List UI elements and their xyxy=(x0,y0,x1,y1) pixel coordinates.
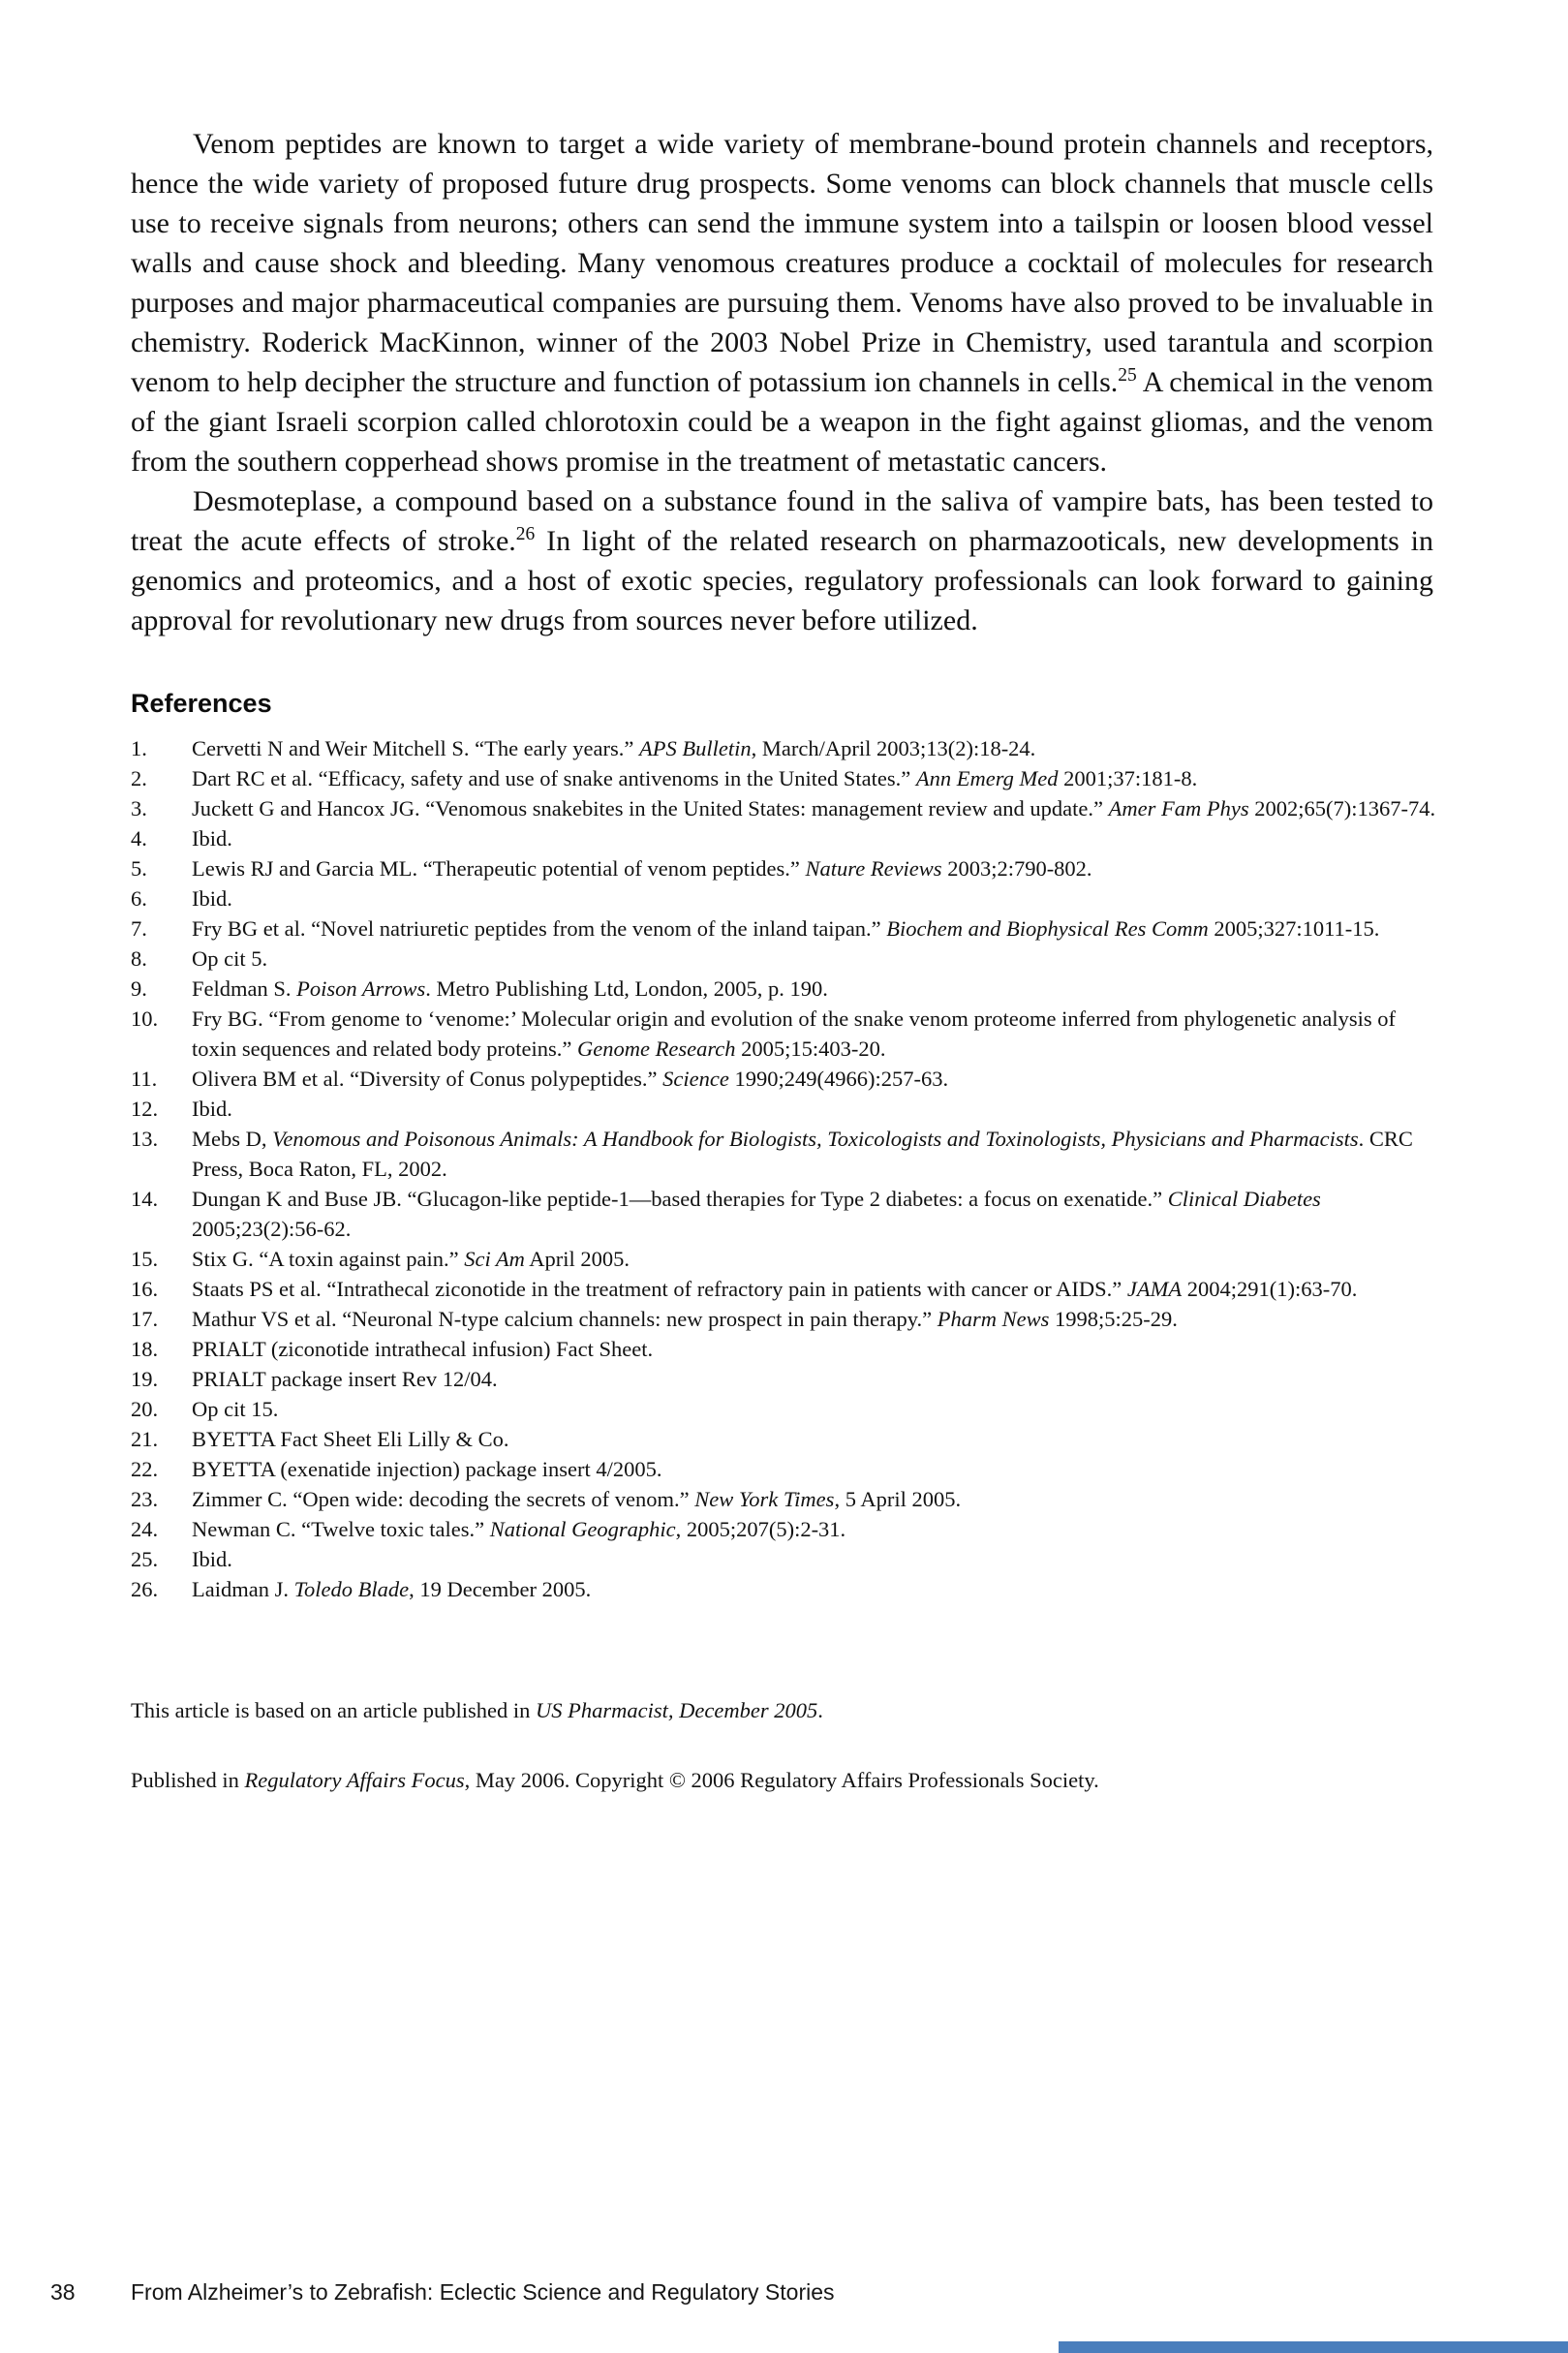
reference-number: 20. xyxy=(131,1397,159,1421)
reference-text xyxy=(192,736,1035,760)
text-run: 1990;249(4966):257-63. xyxy=(728,1067,949,1091)
text-run: PRIALT (ziconotide intrathecal infusion) Fact Sheet. xyxy=(192,1337,654,1361)
reference-text xyxy=(192,1397,278,1421)
reference-item xyxy=(131,763,1443,793)
text-run: 2003;2:790-802. xyxy=(941,856,1092,881)
reference-item xyxy=(131,913,1443,944)
text-run: Dart RC et al. “Efficacy, safety and use of snake antivenoms in the United States.” xyxy=(192,766,916,790)
text-run: Ibid. xyxy=(192,886,232,911)
text-run: , May 2006. Copyright © 2006 Regulatory Affairs Professionals Society. xyxy=(464,1768,1099,1792)
reference-number: 2. xyxy=(131,766,147,790)
reference-item xyxy=(131,1184,1443,1244)
reference-item xyxy=(131,1394,1443,1424)
text-run: Olivera BM et al. “Diversity of Conus polypeptides.” xyxy=(192,1067,663,1091)
text-run: In light of the related research on pharmazooticals, new developments in genomics and proteomics, and a host of exotic species, regulatory professionals can look forward to gaining approval for revolutionary new drugs from sources never before utilized. xyxy=(131,525,1433,636)
closing-note xyxy=(131,1695,1433,1725)
italic-text: Toledo Blade xyxy=(293,1577,410,1601)
reference-number: 14. xyxy=(131,1187,159,1211)
text-run: 1998;5:25-29. xyxy=(1049,1307,1178,1331)
reference-number: 18. xyxy=(131,1337,159,1361)
reference-number: 19. xyxy=(131,1367,159,1391)
paragraph xyxy=(131,481,1433,640)
text-run: Fry BG et al. “Novel natriuretic peptides from the venom of the inland taipan.” xyxy=(192,916,887,941)
text-run: . CRC Press, Boca Raton, FL, 2002. xyxy=(192,1127,1413,1181)
text-run: Mathur VS et al. “Neuronal N-type calcium channels: new prospect in pain therapy.” xyxy=(192,1307,938,1331)
reference-number: 15. xyxy=(131,1247,159,1271)
italic-text: Ann Emerg Med xyxy=(915,766,1059,790)
italic-text: APS Bulletin xyxy=(639,736,752,760)
reference-number: 4. xyxy=(131,826,147,851)
text-run: Staats PS et al. “Intrathecal ziconotide in the treatment of refractory pain in patients with cancer or AIDS.” xyxy=(192,1277,1127,1301)
reference-item xyxy=(131,1274,1443,1304)
text-run: , 2005;207(5):2-31. xyxy=(675,1517,846,1541)
reference-item xyxy=(131,944,1443,974)
italic-text: Biochem and Biophysical Res Comm xyxy=(886,916,1209,941)
reference-item xyxy=(131,1454,1443,1484)
reference-number: 1. xyxy=(131,736,147,760)
reference-text xyxy=(192,1067,948,1091)
text-run: Op cit 15. xyxy=(192,1397,279,1421)
text-run: 2004;291(1):63-70. xyxy=(1182,1277,1358,1301)
reference-text xyxy=(192,946,267,971)
text-run: 2001;37:181-8. xyxy=(1058,766,1198,790)
text-run: Feldman S. xyxy=(192,976,297,1001)
reference-text xyxy=(192,1277,1357,1301)
reference-text xyxy=(192,1367,498,1391)
reference-item xyxy=(131,1064,1443,1094)
italic-text: Sci Am xyxy=(464,1247,525,1271)
text-run: . xyxy=(817,1698,823,1722)
italic-text: Amer Fam Phys xyxy=(1108,796,1249,820)
reference-number: 22. xyxy=(131,1457,159,1481)
body-paragraphs xyxy=(131,124,1433,640)
text-run: Laidman J. xyxy=(192,1577,294,1601)
reference-text xyxy=(192,1187,1321,1241)
text-run: Dungan K and Buse JB. “Glucagon-like peptide-1—based therapies for Type 2 diabetes: a focus on exenatide.” xyxy=(192,1187,1168,1211)
text-run: Op cit 5. xyxy=(192,946,268,971)
references-heading: References xyxy=(131,689,272,718)
text-run: Desmoteplase, a compound based on a substance found in the saliva of vampire bats, has been tested to treat the acute effects of stroke. xyxy=(131,485,1433,557)
italic-text: Science xyxy=(662,1067,729,1091)
reference-item xyxy=(131,1004,1443,1064)
reference-number: 12. xyxy=(131,1097,159,1121)
text-run: , 5 April 2005. xyxy=(834,1487,962,1511)
reference-text xyxy=(192,1487,961,1511)
reference-item xyxy=(131,793,1443,823)
text-run: Stix G. “A toxin against pain.” xyxy=(192,1247,465,1271)
reference-number: 6. xyxy=(131,886,147,911)
closing-notes xyxy=(131,1695,1433,1795)
italic-text: US Pharmacist, December 2005 xyxy=(536,1698,818,1722)
references-section xyxy=(131,689,1436,1604)
reference-item xyxy=(131,1124,1443,1184)
references-list xyxy=(131,733,1443,1604)
italic-text: Poison Arrows xyxy=(296,976,426,1001)
reference-number: 7. xyxy=(131,916,147,941)
reference-text xyxy=(192,1247,630,1271)
reference-item xyxy=(131,1514,1443,1544)
footnote-marker: 26 xyxy=(515,524,536,544)
italic-text: Nature Reviews xyxy=(805,856,942,881)
reference-text xyxy=(192,796,1435,820)
reference-item xyxy=(131,883,1443,913)
reference-number: 10. xyxy=(131,1006,159,1031)
reference-text xyxy=(192,1337,653,1361)
text-run: April 2005. xyxy=(524,1247,630,1271)
reference-number: 16. xyxy=(131,1277,159,1301)
text-run: Ibid. xyxy=(192,1097,232,1121)
closing-note xyxy=(131,1765,1433,1795)
reference-text xyxy=(192,1577,591,1601)
reference-text xyxy=(192,886,232,911)
reference-text xyxy=(192,1127,1413,1181)
italic-text: Genome Research xyxy=(577,1037,736,1061)
reference-item xyxy=(131,1364,1443,1394)
reference-text xyxy=(192,826,232,851)
paragraph xyxy=(131,124,1433,481)
book-title: From Alzheimer’s to Zebrafish: Eclectic Science and Regulatory Stories xyxy=(131,2279,835,2305)
text-run: A chemical in the venom of the giant Israeli scorpion called chlorotoxin could be a weapon in the fight against gliomas, and the venom from the southern copperhead shows promise in the treatment of metastatic cancers. xyxy=(131,366,1433,478)
reference-number: 9. xyxy=(131,976,147,1001)
reference-text xyxy=(192,1517,845,1541)
text-run: Lewis RJ and Garcia ML. “Therapeutic potential of venom peptides.” xyxy=(192,856,806,881)
reference-number: 3. xyxy=(131,796,147,820)
reference-text xyxy=(192,916,1379,941)
text-run: 2005;327:1011-15. xyxy=(1208,916,1380,941)
text-run: Cervetti N and Weir Mitchell S. “The early years.” xyxy=(192,736,639,760)
italic-text: New York Times xyxy=(694,1487,835,1511)
text-run: Zimmer C. “Open wide: decoding the secrets of venom.” xyxy=(192,1487,695,1511)
text-run: 2005;23(2):56-62. xyxy=(192,1217,352,1241)
text-run: 2002;65(7):1367-74. xyxy=(1248,796,1436,820)
text-run: 2005;15:403-20. xyxy=(735,1037,886,1061)
reference-text xyxy=(192,1457,662,1481)
footnote-marker: 25 xyxy=(1118,365,1137,386)
reference-item xyxy=(131,1304,1443,1334)
italic-text: Pharm News xyxy=(937,1307,1050,1331)
reference-item xyxy=(131,1424,1443,1454)
reference-text xyxy=(192,1307,1178,1331)
reference-number: 26. xyxy=(131,1577,159,1601)
reference-number: 24. xyxy=(131,1517,159,1541)
italic-text: Regulatory Affairs Focus xyxy=(244,1768,465,1792)
reference-number: 25. xyxy=(131,1547,159,1571)
reference-number: 23. xyxy=(131,1487,159,1511)
reference-number: 13. xyxy=(131,1127,159,1151)
reference-number: 21. xyxy=(131,1427,159,1451)
italic-text: National Geographic xyxy=(489,1517,676,1541)
reference-item xyxy=(131,853,1443,883)
text-run: This article is based on an article published in xyxy=(131,1698,537,1722)
reference-item xyxy=(131,1244,1443,1274)
text-run: , March/April 2003;13(2):18-24. xyxy=(751,736,1036,760)
reference-item xyxy=(131,1094,1443,1124)
italic-text: Clinical Diabetes xyxy=(1167,1187,1321,1211)
reference-number: 17. xyxy=(131,1307,159,1331)
reference-number: 8. xyxy=(131,946,147,971)
text-run: Newman C. “Twelve toxic tales.” xyxy=(192,1517,490,1541)
italic-text: JAMA xyxy=(1126,1277,1183,1301)
reference-text xyxy=(192,766,1197,790)
reference-item xyxy=(131,1544,1443,1574)
text-run: , 19 December 2005. xyxy=(409,1577,592,1601)
text-run: BYETTA Fact Sheet Eli Lilly & Co. xyxy=(192,1427,509,1451)
text-run: PRIALT package insert Rev 12/04. xyxy=(192,1367,498,1391)
reference-item xyxy=(131,1334,1443,1364)
text-run: Venom peptides are known to target a wide variety of membrane-bound protein channels and receptors, hence the wide variety of proposed future drug prospects. Some venoms can block channels that muscle cells use to receive signals from neurons; others can send the immune system into a tailspin or loosen blood vessel walls and cause shock and bleeding. Many venomous creatures produce a cocktail of molecules for research purposes and major pharmaceutical companies are pursuing them. Venoms have also proved to be invaluable in chemistry. Roderick MacKinnon, winner of the 2003 Nobel Prize in Chemistry, used tarantula and scorpion venom to help decipher the structure and function of potassium ion channels in cells. xyxy=(131,128,1433,398)
reference-item xyxy=(131,1484,1443,1514)
text-run: Published in xyxy=(131,1768,245,1792)
reference-number: 11. xyxy=(131,1067,158,1091)
text-run: Juckett G and Hancox JG. “Venomous snakebites in the United States: management review and update.” xyxy=(192,796,1109,820)
reference-text xyxy=(192,1427,509,1451)
text-run: Fry BG. “From genome to ‘venome:’ Molecular origin and evolution of the snake venom proteome inferred from phylogenetic analysis of toxin sequences and related body proteins.” xyxy=(192,1006,1397,1061)
reference-item xyxy=(131,733,1443,763)
reference-text xyxy=(192,1006,1396,1061)
italic-text: Venomous and Poisonous Animals: A Handbook for Biologists, Toxicologists and Toxinologists, Physicians and Pharmacists xyxy=(272,1127,1359,1151)
text-run: . Metro Publishing Ltd, London, 2005, p. 190. xyxy=(425,976,828,1001)
reference-text xyxy=(192,976,828,1001)
reference-item xyxy=(131,823,1443,853)
text-run: BYETTA (exenatide injection) package insert 4/2005. xyxy=(192,1457,662,1481)
text-run: Mebs D, xyxy=(192,1127,273,1151)
text-run: Ibid. xyxy=(192,826,232,851)
article-body xyxy=(131,124,1436,1795)
reference-text xyxy=(192,856,1092,881)
reference-text xyxy=(192,1547,232,1571)
reference-item xyxy=(131,974,1443,1004)
text-run: Ibid. xyxy=(192,1547,232,1571)
reference-item xyxy=(131,1574,1443,1604)
footer-accent-bar xyxy=(1059,2341,1568,2353)
page-number: 38 xyxy=(50,2279,76,2305)
reference-text xyxy=(192,1097,232,1121)
reference-number: 5. xyxy=(131,856,147,881)
